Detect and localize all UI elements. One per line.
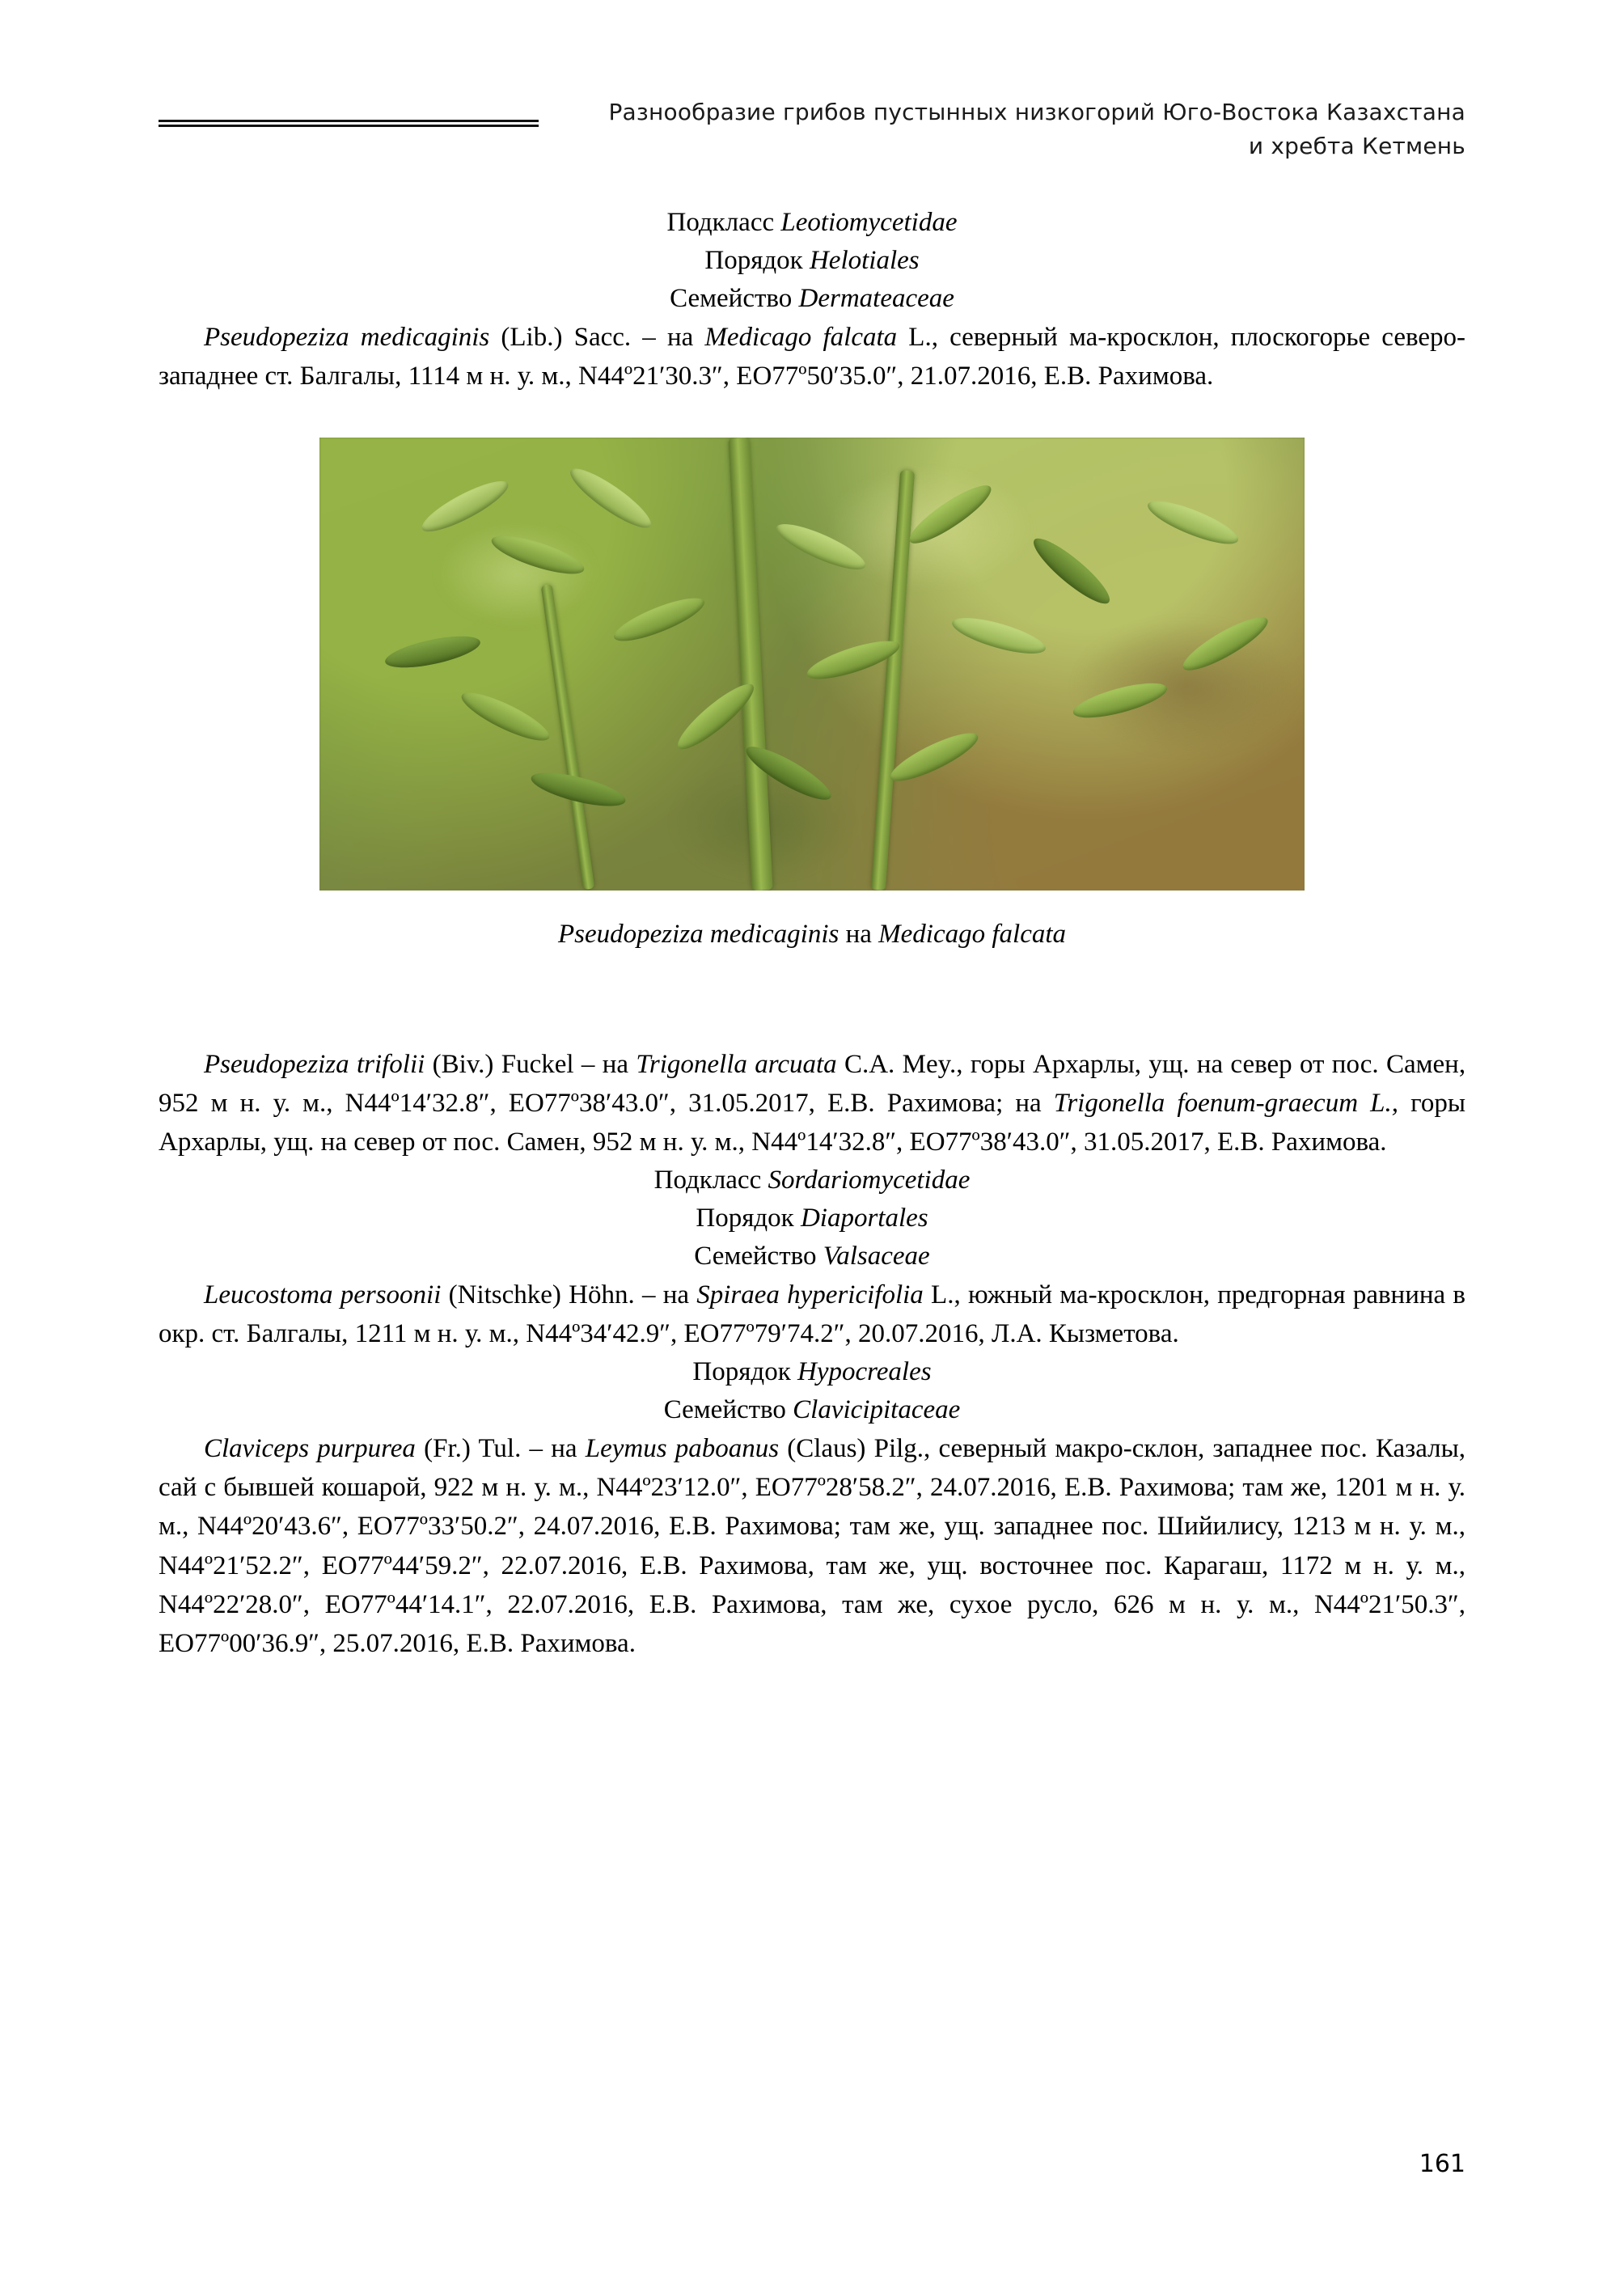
entry-body-1: горы Архарлы, ущ. на север от пос. Самен, 952 м н. у. м., N44º14′32.8″, ЕО77º38′43.0″, 31.05.2017, Е.В. Рахимова; на [159, 1049, 1466, 1119]
host-authority: L., [931, 1280, 961, 1310]
running-head [511, 95, 1465, 163]
entry-dash: – [581, 1049, 595, 1079]
species-entry-1 [159, 318, 1465, 396]
taxonomy-order-1 [159, 242, 1465, 280]
entry-body-2: горы Архарлы, ущ. на север от пос. Самен, 952 м н. у. м., N44º14′32.8″, ЕО77º38′43.0″, 31.05.2017, Е.В. Рахимова. [159, 1089, 1465, 1157]
host-prefix: на [662, 1280, 690, 1310]
order-name: Hypocreales [797, 1357, 932, 1387]
entry-dash: – [641, 1280, 656, 1310]
spacer [159, 950, 1465, 1045]
family-label: Семейство [663, 1395, 786, 1425]
host-name: Medicago falcata [704, 322, 898, 352]
header-rule [159, 120, 539, 127]
species-name: Leucostoma persoonii [204, 1280, 442, 1310]
species-authority: (Biv.) Fuckel [432, 1049, 574, 1079]
page-header [159, 95, 1465, 184]
entry-dash: – [642, 322, 656, 352]
entry-body: южный ма-кросклон, предгорная равнина в окр. ст. Балгалы, 1211 м н. у. м., N44º34′42.9″, ЕО77º79′74.2″, 20.07.2016, Л.А. Кызметова. [159, 1280, 1465, 1349]
species-authority: (Lib.) Sacc. [501, 322, 632, 352]
taxonomy-family-2 [159, 1237, 1465, 1276]
order-label: Порядок [704, 245, 803, 275]
family-label: Семейство [670, 283, 793, 313]
subclass-name: Leotiomycetidae [780, 208, 958, 237]
host-authority: L., [908, 322, 938, 352]
taxonomy-family-1 [159, 280, 1465, 318]
family-name: Valsaceae [823, 1242, 930, 1271]
host-prefix: на [666, 322, 694, 352]
subclass-label: Подкласс [653, 1166, 762, 1195]
order-label: Порядок [692, 1357, 791, 1387]
running-head-line-1: Разнообразие грибов пустынных низкогорий Юго-Востока Казахстана [608, 99, 1465, 125]
caption-host: Medicago falcata [878, 919, 1067, 949]
host-name: Leymus paboanus [585, 1434, 780, 1464]
species-name: Claviceps purpurea [204, 1434, 416, 1464]
caption-species: Pseudopeziza medicaginis [557, 919, 839, 949]
running-head-line-2: и хребта Кетмень [1248, 133, 1465, 159]
caption-on: на [845, 919, 872, 949]
species-entry-2 [159, 1045, 1465, 1162]
taxonomy-order-2 [159, 1199, 1465, 1237]
family-name: Dermateaceae [798, 283, 954, 313]
plant-photograph [319, 438, 1305, 891]
taxonomy-family-3 [159, 1391, 1465, 1429]
species-authority: (Nitschke) Höhn. [448, 1280, 635, 1310]
page-content [159, 204, 1465, 1663]
figure-block [159, 438, 1465, 950]
order-name: Helotiales [809, 245, 920, 275]
species-authority: (Fr.) Tul. [424, 1434, 522, 1464]
entry-body: северный макро-склон, западнее пос. Казалы, сай с бывшей кошарой, 922 м н. у. м., N44º23′12.0″, ЕО77º28′58.2″, 24.07.2016, Е.В. Рахимова; там же, 1201 м н. у. м., N44º20′43.6″, ЕО77º33′50.2″, 24.07.2016, Е.В. Рахимова; там же, ущ. западнее пос. Шийилису, 1213 м н. у. м., N44º21′52.2″, ЕО77º44′59.2″, 22.07.2016, Е.В. Рахимова, там же, ущ. восточнее пос. Карагаш, 1172 м н. у. м., N44º22′28.0″, ЕО77º44′14.1″, 22.07.2016, Е.В. Рахимова, там же, сухое русло, 626 м н. у. м., N44º21′50.3″, ЕО77º00′36.9″, 25.07.2016, Е.В. Рахимова. [159, 1434, 1466, 1658]
host-authority-2: L., [1370, 1089, 1398, 1119]
host-name-2: Trigonella foenum-graecum [1053, 1089, 1359, 1119]
species-entry-4 [159, 1429, 1465, 1663]
taxonomy-subclass-2 [159, 1161, 1465, 1199]
host-name: Spiraea hypericifolia [696, 1280, 924, 1310]
taxonomy-subclass-1 [159, 204, 1465, 242]
subclass-label: Подкласс [666, 208, 775, 237]
host-prefix: на [551, 1434, 577, 1464]
host-authority: (Claus) Pilg., [787, 1434, 931, 1464]
entry-dash: – [529, 1434, 543, 1464]
figure-caption [159, 920, 1465, 950]
taxonomy-order-3 [159, 1353, 1465, 1391]
species-entry-3 [159, 1276, 1465, 1353]
order-label: Порядок [696, 1204, 794, 1233]
order-name: Diaportales [800, 1204, 928, 1233]
subclass-name: Sordariomycetidae [768, 1166, 971, 1195]
family-name: Clavicipitaceae [793, 1395, 961, 1425]
page-number: 161 [1419, 2150, 1465, 2178]
species-name: Pseudopeziza medicaginis [204, 322, 490, 352]
host-prefix: на [602, 1049, 629, 1079]
family-label: Семейство [694, 1242, 817, 1271]
entry-body: северный ма-кросклон, плоскогорье северо-западнее ст. Балгалы, 1114 м н. у. м., N44º21′30.3″, ЕО77º50′35.0″, 21.07.2016, Е.В. Рахимова. [159, 322, 1466, 391]
species-name: Pseudopeziza trifolii [204, 1049, 425, 1079]
host-authority-1: C.A. Mey., [844, 1049, 963, 1079]
host-name-1: Trigonella arcuata [636, 1049, 837, 1079]
